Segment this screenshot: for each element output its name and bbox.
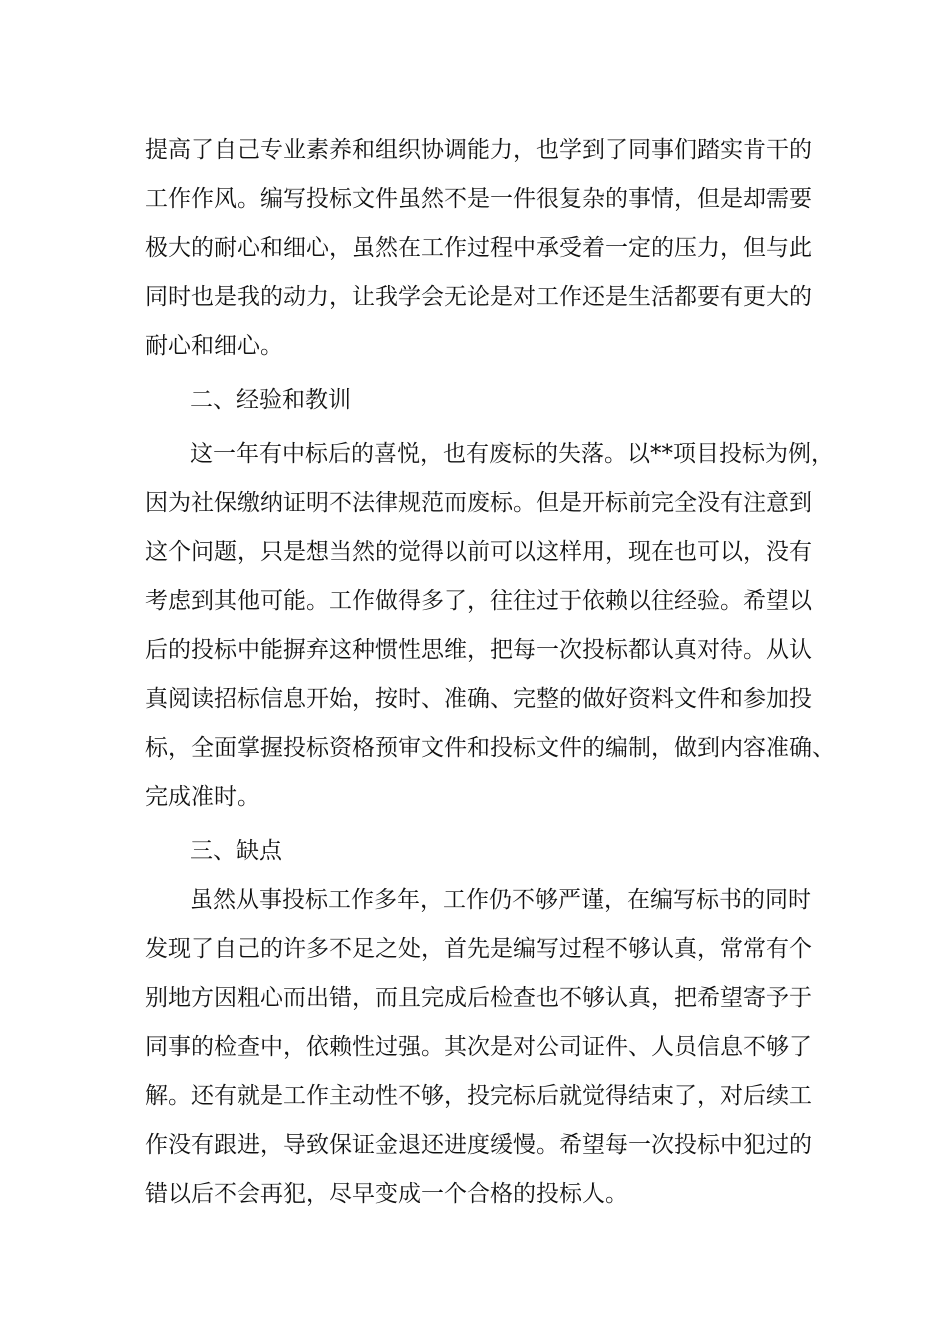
paragraph-line: 同时也是我的动力，让我学会无论是对工作还是生活都要有更大的 — [145, 284, 812, 310]
paragraph-line: 因为社保缴纳证明不法律规范而废标。但是开标前完全没有注意到 — [145, 490, 812, 516]
paragraph-line: 耐心和细心。 — [145, 333, 283, 359]
paragraph-line: 这个问题，只是想当然的觉得以前可以这样用，现在也可以，没有 — [145, 539, 812, 565]
paragraph-line: 极大的耐心和细心，虽然在工作过程中承受着一定的压力，但与此 — [145, 235, 812, 261]
paragraph-line: 错以后不会再犯，尽早变成一个合格的投标人。 — [145, 1181, 628, 1207]
section-heading: 三、缺点 — [190, 838, 282, 864]
paragraph-line: 这一年有中标后的喜悦，也有废标的失落。以**项目投标为例， — [190, 441, 834, 467]
paragraph-line: 虽然从事投标工作多年，工作仍不够严谨，在编写标书的同时 — [190, 887, 811, 913]
section-heading: 二、经验和教训 — [190, 387, 351, 413]
paragraph-line: 解。还有就是工作主动性不够，投完标后就觉得结束了，对后续工 — [145, 1083, 812, 1109]
paragraph-line: 考虑到其他可能。工作做得多了，往往过于依赖以往经验。希望以 — [145, 588, 812, 614]
paragraph-line: 工作作风。编写投标文件虽然不是一件很复杂的事情，但是却需要 — [145, 186, 812, 212]
paragraph-line: 提高了自己专业素养和组织协调能力，也学到了同事们踏实肯干的 — [145, 137, 812, 163]
paragraph-line: 完成准时。 — [145, 784, 260, 810]
paragraph-line: 标，全面掌握投标资格预审文件和投标文件的编制，做到内容准确、 — [145, 735, 835, 761]
paragraph-line: 别地方因粗心而出错，而且完成后检查也不够认真，把希望寄予于 — [145, 985, 812, 1011]
paragraph-line: 发现了自己的许多不足之处，首先是编写过程不够认真，常常有个 — [145, 936, 812, 962]
paragraph-line: 后的投标中能摒弃这种惯性思维，把每一次投标都认真对待。从认 — [145, 637, 812, 663]
paragraph-line: 真阅读招标信息开始，按时、准确、完整的做好资料文件和参加投 — [145, 686, 812, 712]
paragraph-line: 作没有跟进，导致保证金退还进度缓慢。希望每一次投标中犯过的 — [145, 1132, 812, 1158]
paragraph-line: 同事的检查中，依赖性过强。其次是对公司证件、人员信息不够了 — [145, 1034, 812, 1060]
